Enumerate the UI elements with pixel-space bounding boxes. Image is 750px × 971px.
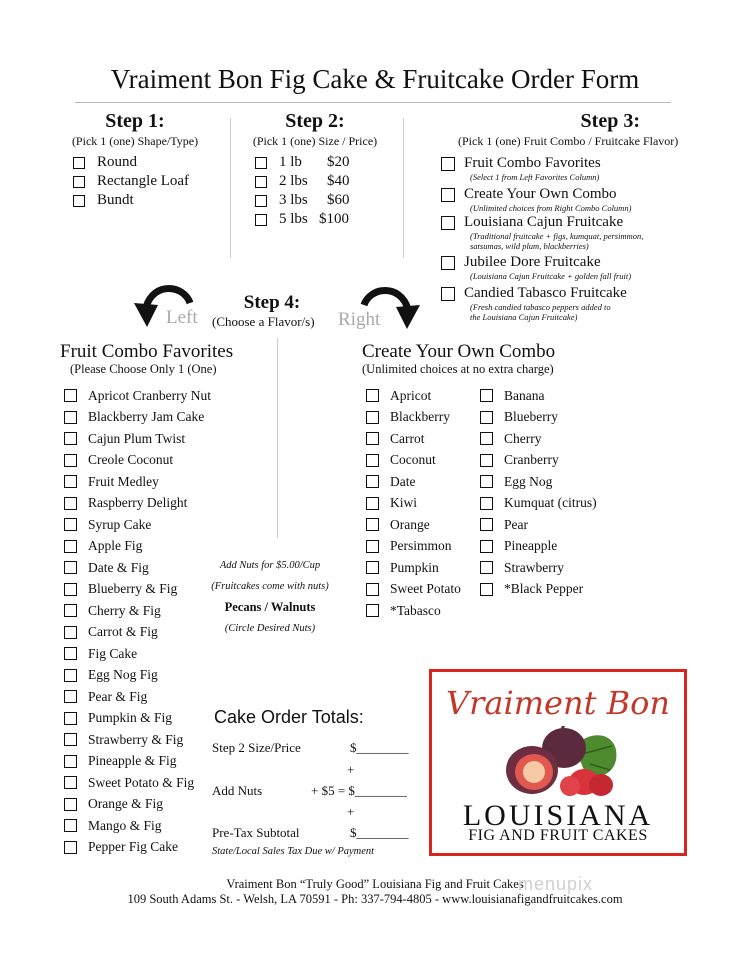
step3-section: [440, 110, 700, 149]
flavor-label: Orange & Fig: [88, 796, 163, 812]
favorites-list: [64, 385, 211, 858]
divider: [230, 118, 231, 258]
checkbox[interactable]: [366, 411, 379, 424]
flavor-label: Coconut: [390, 452, 436, 468]
flavor-label: *Black Pepper: [504, 581, 584, 597]
step2-heading: Step 2:: [285, 110, 345, 132]
flavor-label: Kumquat (citrus): [504, 495, 597, 511]
totals-nuts-label: Add Nuts: [212, 783, 263, 798]
right-label: Right: [338, 309, 381, 330]
checkbox[interactable]: [480, 454, 493, 467]
flavor-label: Banana: [504, 387, 545, 403]
flavor-option[interactable]: [480, 428, 597, 450]
flavor-option[interactable]: [480, 450, 597, 472]
step2-sub: (Pick 1 (one) Size / Price): [252, 134, 378, 148]
combo-sub: (Unlimited choices at no extra charge): [362, 362, 554, 376]
checkbox[interactable]: [366, 432, 379, 445]
checkbox[interactable]: [73, 157, 85, 169]
flavor-label: Persimmon: [390, 538, 452, 554]
checkbox[interactable]: [64, 389, 77, 402]
totals-heading: Cake Order Totals:: [214, 707, 364, 727]
flavor-option[interactable]: [366, 385, 461, 407]
checkbox[interactable]: [64, 497, 77, 510]
checkbox[interactable]: [441, 287, 455, 301]
flavor-label: Blackberry: [390, 409, 450, 425]
flavor-option[interactable]: [64, 837, 211, 859]
flavor-label: Apricot Cranberry Nut: [88, 387, 211, 403]
brand-logo: [429, 669, 687, 856]
logo-script: Vraiment Bon: [445, 684, 671, 722]
footer-line2[interactable]: 109 South Adams St. - Welsh, LA 70591 - Ph: 337-794-4805 - www.louisianafigandfruitcakes.com: [127, 892, 623, 906]
flavor-option[interactable]: [64, 686, 211, 708]
step1-sub: (Pick 1 (one) Shape/Type): [71, 134, 199, 148]
checkbox[interactable]: [480, 518, 493, 531]
flavor-option[interactable]: [64, 536, 211, 558]
combo-heading: Create Your Own Combo: [362, 341, 556, 362]
flavor-option[interactable]: [366, 600, 461, 622]
flavor-label: Creole Coconut: [88, 452, 174, 468]
flavor-option[interactable]: [64, 751, 211, 773]
step3-sub: (Pick 1 (one) Fruit Combo / Fruitcake Flavor): [458, 134, 679, 148]
divider: [403, 118, 404, 258]
checkbox[interactable]: [366, 604, 379, 617]
flavor-option[interactable]: [64, 665, 211, 687]
checkbox[interactable]: [64, 411, 77, 424]
title-divider: [75, 102, 671, 103]
flavor-label: Carrot & Fig: [88, 624, 158, 640]
flavor-label: Cranberry: [504, 452, 559, 468]
checkbox[interactable]: [255, 176, 267, 188]
checkbox[interactable]: [64, 733, 77, 746]
checkbox[interactable]: [480, 497, 493, 510]
checkbox[interactable]: [366, 454, 379, 467]
logo-tagline: FIG AND FRUIT CAKES: [468, 827, 648, 844]
flavor-option[interactable]: [64, 557, 211, 579]
checkbox[interactable]: [366, 583, 379, 596]
checkbox[interactable]: [480, 583, 493, 596]
flavor-type-option[interactable]: Louisiana Cajun Fruitcake (Traditional fruitcake + figs, kumquat, persimmon, satsumas, wild plum, blackberries): [441, 214, 711, 254]
flavor-option[interactable]: [64, 428, 211, 450]
flavor-option[interactable]: [64, 471, 211, 493]
flavor-option[interactable]: [64, 493, 211, 515]
flavor-label: Orange: [390, 516, 430, 532]
checkbox[interactable]: [64, 798, 77, 811]
flavor-type-option[interactable]: Fruit Combo Favorites (Select 1 from Left Favorites Column): [441, 155, 711, 186]
flavor-label: Egg Nog Fig: [88, 667, 158, 683]
flavor-label: Raspberry Delight: [88, 495, 188, 511]
flavor-label: Cherry & Fig: [88, 602, 161, 618]
watermark: menupix: [518, 874, 594, 894]
checkbox[interactable]: [64, 604, 77, 617]
flavor-label: Kiwi: [390, 495, 417, 511]
checkbox[interactable]: [64, 561, 77, 574]
checkbox[interactable]: [366, 497, 379, 510]
flavor-label: Pumpkin & Fig: [88, 710, 173, 726]
footer-line1: Vraiment Bon “Truly Good” Louisiana Fig and Fruit Cakes: [226, 877, 524, 891]
flavor-label: Pumpkin: [390, 559, 439, 575]
checkbox[interactable]: [64, 475, 77, 488]
flavor-label: Pepper Fig Cake: [88, 839, 178, 855]
page-title: Vraiment Bon Fig Cake & Fruitcake Order Form: [110, 64, 640, 94]
flavor-option[interactable]: [366, 514, 461, 536]
flavor-label: Egg Nog: [504, 473, 553, 489]
totals-subtotal-field[interactable]: $________: [350, 825, 409, 840]
flavor-option[interactable]: [64, 514, 211, 536]
plus-sign: +: [347, 762, 355, 777]
flavor-label: Strawberry & Fig: [88, 731, 184, 747]
flavor-option[interactable]: [366, 557, 461, 579]
checkbox[interactable]: [366, 475, 379, 488]
flavor-option[interactable]: [366, 471, 461, 493]
checkbox[interactable]: [366, 540, 379, 553]
step1-section: [60, 110, 210, 149]
checkbox[interactable]: [64, 540, 77, 553]
shape-option-round[interactable]: Round: [73, 153, 189, 172]
logo-name: LOUISIANA: [462, 799, 654, 832]
step2-section: [240, 110, 390, 149]
checkbox[interactable]: [64, 432, 77, 445]
favorites-sub: (Please Choose Only 1 (One): [70, 362, 217, 376]
flavor-label: Cherry: [504, 430, 542, 446]
checkbox[interactable]: [73, 195, 85, 207]
combo-list-col2: [480, 385, 597, 600]
flavor-option[interactable]: [64, 772, 211, 794]
flavor-option[interactable]: [480, 471, 597, 493]
flavor-option[interactable]: [480, 514, 597, 536]
flavor-option[interactable]: [64, 407, 211, 429]
checkbox[interactable]: [480, 389, 493, 402]
flavor-option[interactable]: [480, 579, 597, 601]
flavor-option[interactable]: [366, 536, 461, 558]
checkbox[interactable]: [255, 195, 267, 207]
flavor-label: Apple Fig: [88, 538, 143, 554]
flavor-option[interactable]: [64, 643, 211, 665]
flavor-label: Carrot: [390, 430, 425, 446]
flavor-label: Pear & Fig: [88, 688, 148, 704]
shape-option-bundt[interactable]: Bundt: [73, 191, 189, 210]
checkbox[interactable]: [64, 690, 77, 703]
flavor-option[interactable]: [366, 407, 461, 429]
checkbox[interactable]: [441, 216, 455, 230]
flavor-label: Apricot: [390, 387, 432, 403]
flavor-option[interactable]: [64, 729, 211, 751]
checkbox[interactable]: [480, 432, 493, 445]
totals-size-label: Step 2 Size/Price: [212, 740, 301, 755]
flavor-label: Mango & Fig: [88, 817, 162, 833]
checkbox[interactable]: [366, 518, 379, 531]
flavor-option[interactable]: [480, 385, 597, 407]
checkbox[interactable]: [255, 214, 267, 226]
checkbox[interactable]: [366, 389, 379, 402]
checkbox[interactable]: [255, 157, 267, 169]
step4-sub: (Choose a Flavor/s): [212, 314, 315, 329]
checkbox[interactable]: [480, 475, 493, 488]
checkbox[interactable]: [64, 454, 77, 467]
flavor-label: Pineapple & Fig: [88, 753, 177, 769]
flavor-option[interactable]: [480, 407, 597, 429]
tax-note: State/Local Sales Tax Due w/ Payment: [212, 846, 375, 857]
flavor-option[interactable]: [64, 600, 211, 622]
totals-size-field[interactable]: $________: [350, 740, 409, 755]
flavor-option[interactable]: [64, 622, 211, 644]
flavor-type-option[interactable]: Jubilee Dore Fruitcake (Louisiana Cajun Fruitcake + golden fall fruit): [441, 254, 711, 285]
checkbox[interactable]: [64, 819, 77, 832]
flavor-option[interactable]: [366, 579, 461, 601]
nuts-info: Add Nuts for $5.00/Cup (Fruitcakes come with nuts) Pecans / Walnuts (Circle Desired Nuts): [200, 555, 340, 639]
checkbox[interactable]: [64, 626, 77, 639]
flavor-option[interactable]: [64, 815, 211, 837]
checkbox[interactable]: [441, 256, 455, 270]
checkbox[interactable]: [441, 157, 455, 171]
divider: [277, 338, 278, 538]
checkbox[interactable]: [480, 411, 493, 424]
checkbox[interactable]: [73, 176, 85, 188]
flavor-label: Blueberry: [504, 409, 558, 425]
plus-sign: +: [347, 804, 355, 819]
flavor-option[interactable]: [366, 428, 461, 450]
checkbox[interactable]: [64, 841, 77, 854]
flavor-label: Sweet Potato: [390, 581, 461, 597]
flavor-option[interactable]: [64, 450, 211, 472]
left-label: Left: [166, 307, 198, 328]
flavor-option[interactable]: [64, 708, 211, 730]
flavor-option[interactable]: [366, 450, 461, 472]
step4-heading: Step 4:: [243, 292, 301, 313]
checkbox[interactable]: [480, 540, 493, 553]
combo-list-col1: [366, 385, 461, 622]
flavor-label: Pear: [504, 516, 528, 532]
checkbox[interactable]: [64, 712, 77, 725]
flavor-label: Pineapple: [504, 538, 558, 554]
arrow-right-icon: [360, 285, 422, 331]
size-option[interactable]: 2 lbs $40: [255, 172, 350, 191]
flavor-option[interactable]: [64, 794, 211, 816]
flavor-option[interactable]: [64, 579, 211, 601]
flavor-option[interactable]: [480, 536, 597, 558]
favorites-heading: Fruit Combo Favorites: [60, 341, 234, 362]
size-option[interactable]: 3 lbs $60: [255, 191, 350, 210]
flavor-label: Date: [390, 473, 416, 489]
step3-heading: Step 3:: [580, 110, 640, 132]
flavor-label: Fruit Medley: [88, 473, 159, 489]
flavor-label: Fig Cake: [88, 645, 138, 661]
checkbox[interactable]: [441, 188, 455, 202]
checkbox[interactable]: [64, 669, 77, 682]
flavor-type-option[interactable]: Create Your Own Combo (Unlimited choices from Right Combo Column): [441, 186, 711, 214]
flavor-option[interactable]: [480, 557, 597, 579]
step2-options: [255, 153, 350, 229]
fig-icon: [504, 726, 622, 798]
flavor-label: Date & Fig: [88, 559, 149, 575]
size-option[interactable]: 1 lb $20: [255, 153, 350, 172]
flavor-option[interactable]: [64, 385, 211, 407]
flavor-option[interactable]: [480, 493, 597, 515]
flavor-label: Sweet Potato & Fig: [88, 774, 195, 790]
flavor-label: *Tabasco: [390, 602, 441, 618]
flavor-label: Cajun Plum Twist: [88, 430, 186, 446]
shape-option-rectangle-loaf[interactable]: Rectangle Loaf: [73, 172, 189, 191]
flavor-label: Blueberry & Fig: [88, 581, 178, 597]
checkbox[interactable]: [64, 583, 77, 596]
flavor-label: Blackberry Jam Cake: [88, 409, 205, 425]
checkbox[interactable]: [64, 518, 77, 531]
nuts-choice[interactable]: Pecans / Walnuts: [224, 600, 316, 614]
checkbox[interactable]: [480, 561, 493, 574]
step3-options: [441, 155, 711, 325]
flavor-option[interactable]: [366, 493, 461, 515]
step1-heading: Step 1:: [105, 110, 165, 132]
totals-subtotal-label: Pre-Tax Subtotal: [212, 825, 300, 840]
checkbox[interactable]: [64, 647, 77, 660]
checkbox[interactable]: [64, 776, 77, 789]
size-option[interactable]: 5 lbs $100: [255, 210, 350, 229]
step1-options: [73, 153, 189, 210]
checkbox[interactable]: [366, 561, 379, 574]
checkbox[interactable]: [64, 755, 77, 768]
flavor-label: Syrup Cake: [88, 516, 152, 532]
flavor-type-option[interactable]: Candied Tabasco Fruitcake (Fresh candied tabasco peppers added to the Louisiana Cajun Fruitcake): [441, 285, 711, 325]
flavor-label: Strawberry: [504, 559, 564, 575]
totals-nuts-field[interactable]: + $5 = $________: [311, 783, 407, 798]
